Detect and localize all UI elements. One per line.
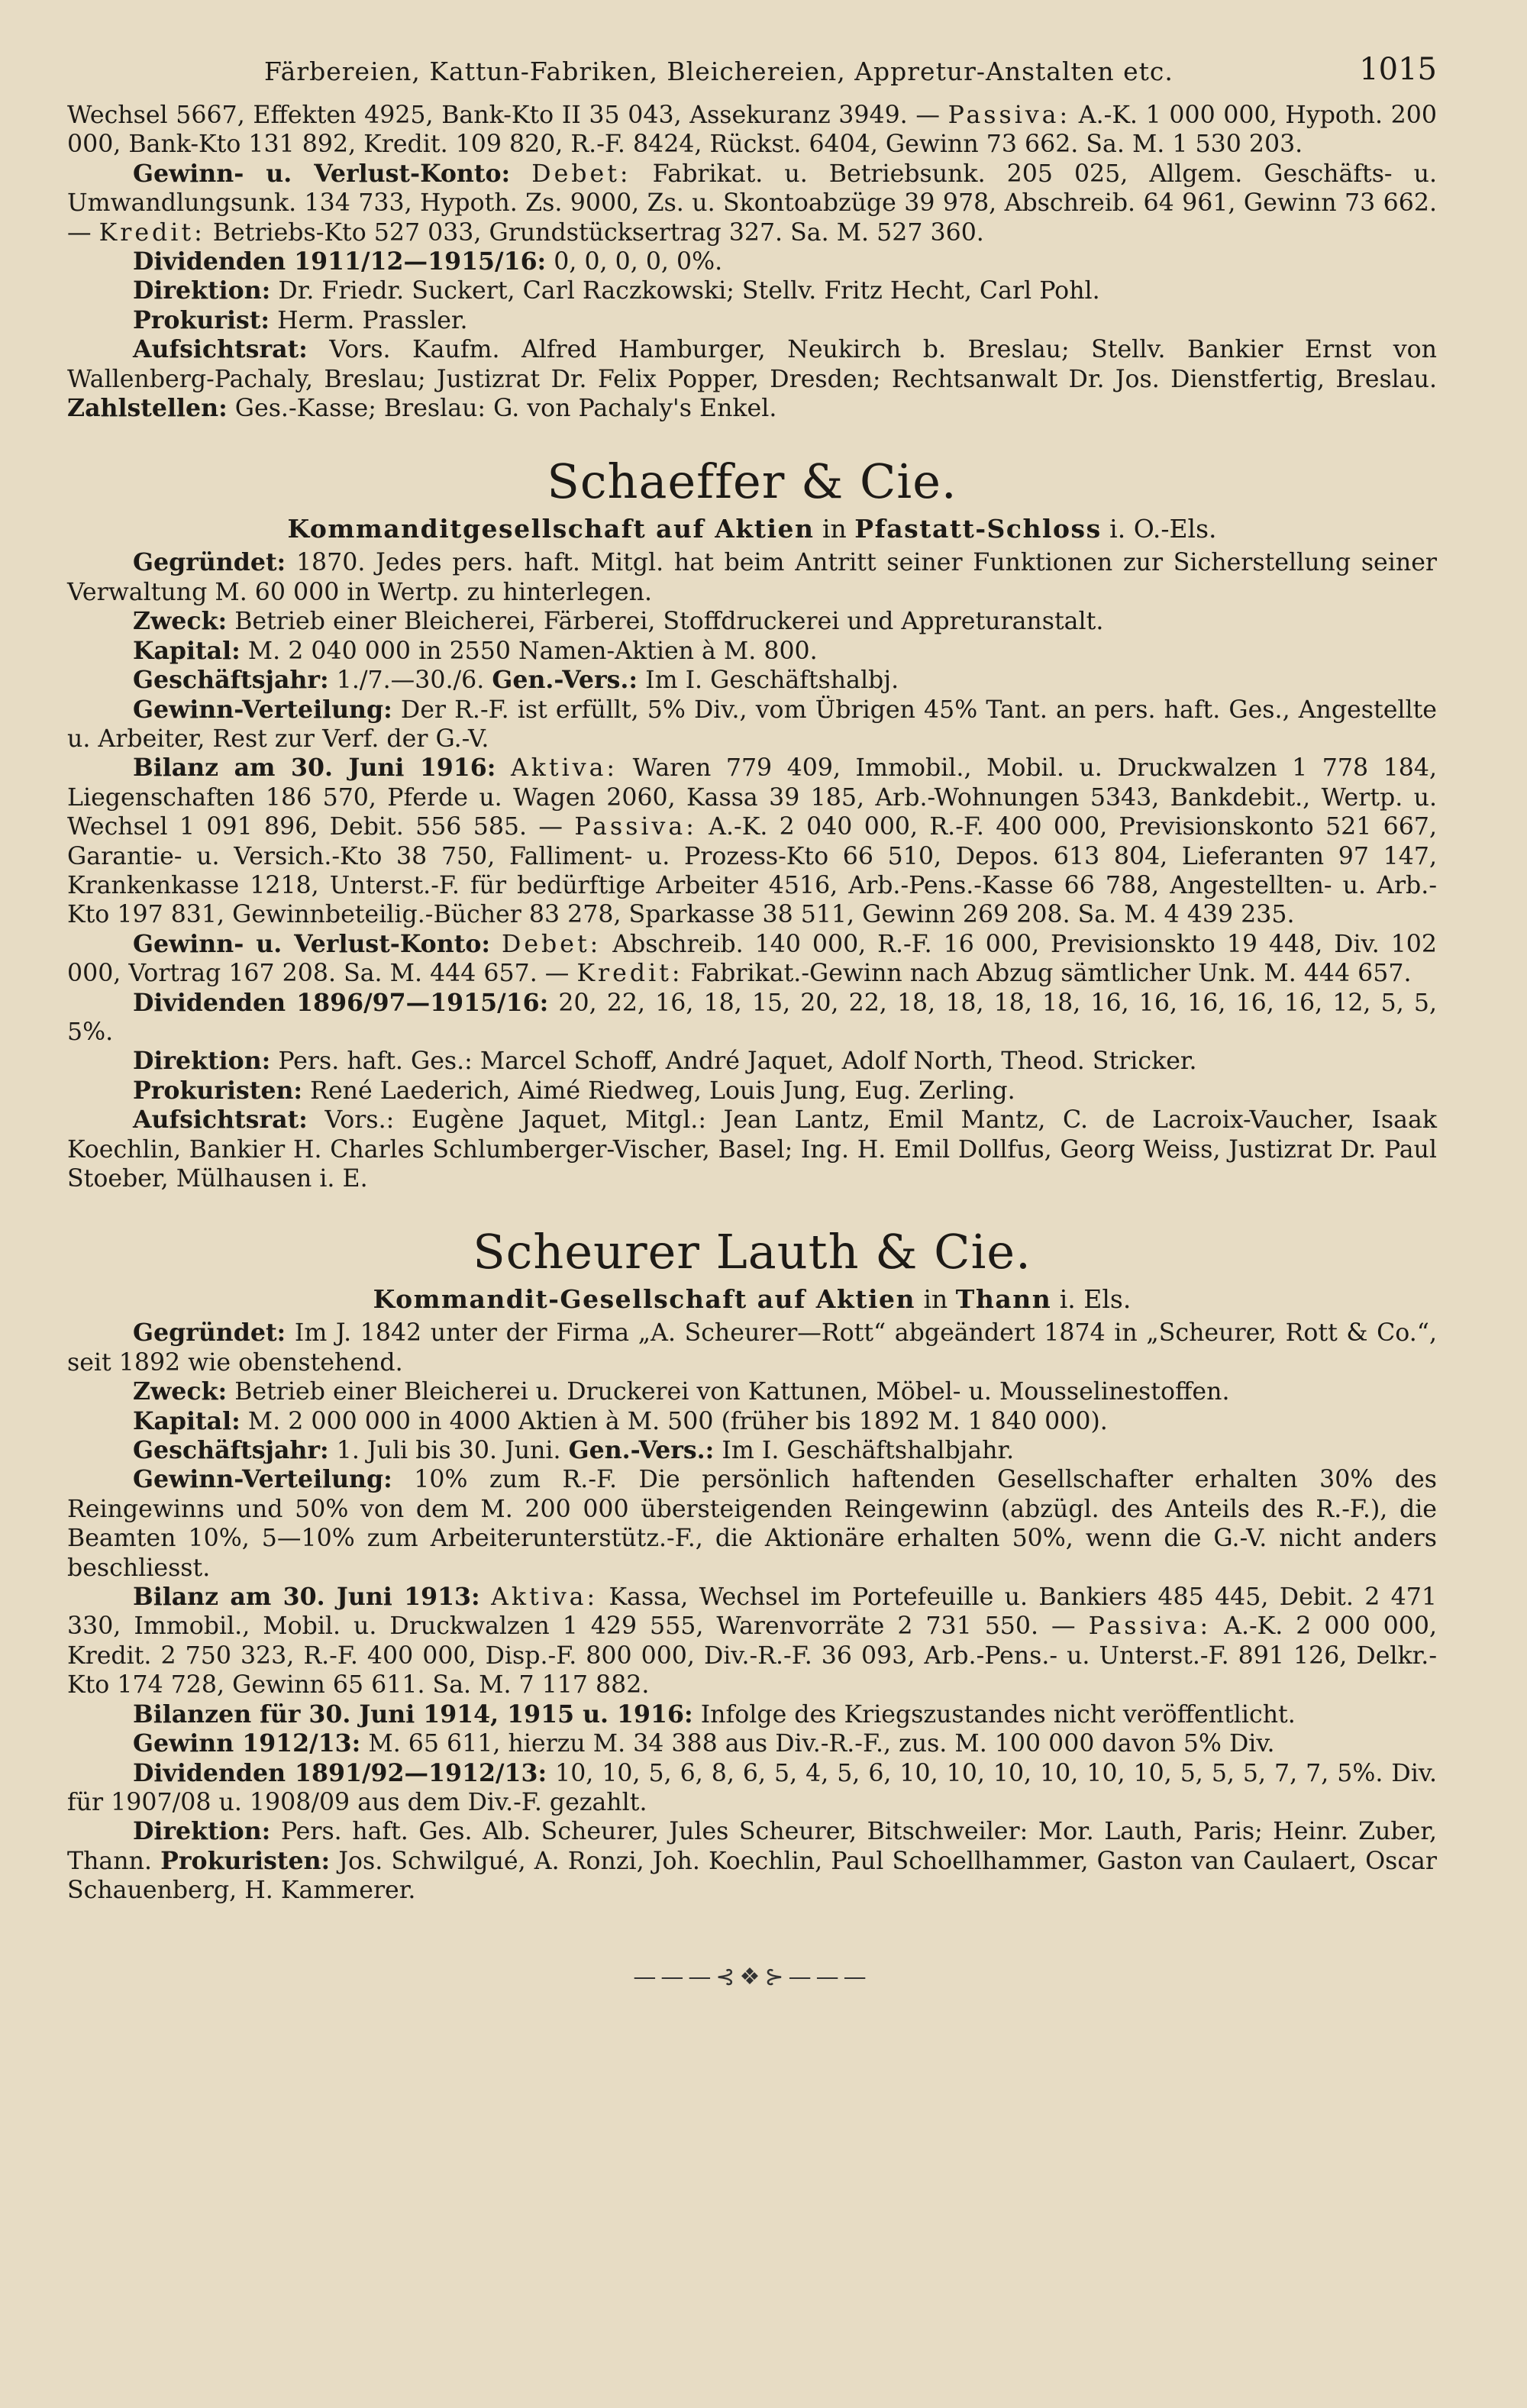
dividends: Dividenden 1911/12—1915/16: 0, 0, 0, 0, 0%. bbox=[133, 247, 723, 276]
management: Direktion: Pers. haft. Ges.: Marcel Schoff, André Jaquet, Adolf North, Theod. Stricker. bbox=[133, 1047, 1197, 1076]
fiscal-year: Geschäftsjahr: 1. Juli bis 30. Juni. Gen.-Vers.: Im I. Geschäftshalbjahr. bbox=[133, 1436, 1015, 1465]
founded: Gegründet: 1870. Jedes pers. haft. Mitgl. hat beim Antritt seiner Funktionen zur Sicherstellung seiner Verwaltung M. 60 000 in Wertp. zu hinterlegen. bbox=[67, 548, 1437, 606]
entry-schaeffer bbox=[67, 454, 1437, 1193]
supervisory-board: Aufsichtsrat: Vors. Kaufm. Alfred Hamburger, Neukirch b. Breslau; Stellv. Bankier Ernst von Wallenberg-Pachaly, Breslau; Justizrat Dr. Felix Popper, Dresden; Rechtsanwalt Dr. Jos. Dienstfertig, Breslau. Zahlstellen: Ges.-Kasse; Breslau: G. von Pachaly's Enkel. bbox=[67, 335, 1437, 423]
fiscal-year: Geschäftsjahr: 1./7.—30./6. Gen.-Vers.: Im I. Geschäftshalbj. bbox=[133, 666, 899, 695]
entry-continuation bbox=[67, 101, 1437, 423]
management: Direktion: Dr. Friedr. Suckert, Carl Raczkowski; Stellv. Fritz Hecht, Carl Pohl. bbox=[133, 276, 1100, 305]
profit: Gewinn 1912/13: M. 65 611, hierzu M. 34 388 aus Div.-R.-F., zus. M. 100 000 davon 5% Div. bbox=[133, 1729, 1275, 1758]
company-name: Schaeffer & Cie. bbox=[547, 454, 957, 510]
authorized-signatory: Prokurist: Herm. Prassler. bbox=[133, 305, 468, 334]
page-number: 1015 bbox=[1359, 52, 1437, 87]
supervisory-board: Aufsichtsrat: Vors.: Eugène Jaquet, Mitgl.: Jean Lantz, Emil Mantz, C. de Lacroix-Vaucher, Isaak Koechlin, Bankier H. Charles Schlumberger-Vischer, Basel; Ing. H. Emil Dollfus, Georg Weiss, Justizrat Dr. Paul Stoeber, Mülhausen i. E. bbox=[67, 1106, 1437, 1193]
balance-sheet: Bilanz am 30. Juni 1913: Aktiva: Kassa, Wechsel im Portefeuille u. Bankiers 485 445, Debit. 2 471 330, Immobil., Mobil. u. Druckwalzen 1 429 555, Warenvorräte 2 731 550. — Passiva: A.-K. 2 000 000, Kredit. 2 750 323, R.-F. 400 000, Disp.-F. 800 000, Div.-R.-F. 36 093, Arb.-Pens.- u. Unterst.-F. 891 126, Delkr.-Kto 174 728, Gewinn 65 611. Sa. M. 7 117 882. bbox=[67, 1583, 1437, 1699]
profit-distribution: Gewinn-Verteilung: 10% zum R.-F. Die persönlich haftenden Gesellschafter erhalten 30% des Reingewinns und 50% von dem M. 200 000 übersteigenden Reingewinn (abzügl. des Anteils des R.-F.), die Beamten 10%, 5—10% zum Arbeiterunterstütz.-F., die Aktionäre erhalten 50%, wenn die G.-V. nicht anders beschliesst. bbox=[67, 1465, 1437, 1582]
fleuron-ornament: ———⊰❖⊱——— bbox=[633, 1963, 871, 1990]
company-name: Scheurer Lauth & Cie. bbox=[473, 1224, 1031, 1280]
capital: Kapital: M. 2 040 000 in 2550 Namen-Aktien à M. 800. bbox=[133, 636, 818, 665]
authorized-signatories: Prokuristen: René Laederich, Aimé Riedweg, Louis Jung, Eug. Zerling. bbox=[133, 1076, 1015, 1105]
balance-sheets-later: Bilanzen für 30. Juni 1914, 1915 u. 1916: Infolge des Kriegszustandes nicht veröffentlicht. bbox=[133, 1699, 1296, 1729]
management: Direktion: Pers. haft. Ges. Alb. Scheurer, Jules Scheurer, Bitschweiler: Mor. Lauth, Paris; Heinr. Zuber, Thann. Prokuristen: Jos. Schwilgué, A. Ronzi, Joh. Koechlin, Paul Schoellhammer, Gaston van Caulaert, Oscar Schauenberg, H. Kammerer. bbox=[67, 1817, 1437, 1905]
dividends: Dividenden 1896/97—1915/16: 20, 22, 16, 18, 15, 20, 22, 18, 18, 18, 18, 16, 16, 16, 16, 16, 12, 5, 5, 5%. bbox=[67, 988, 1437, 1046]
profit-loss-account: Gewinn- u. Verlust-Konto: Debet: Abschreib. 140 000, R.-F. 16 000, Previsionskto 19 448, Div. 102 000, Vortrag 167 208. Sa. M. 444 657. — Kredit: Fabrikat.-Gewinn nach Abzug sämtlicher Unk. M. 444 657. bbox=[67, 929, 1437, 988]
company-subtitle: Kommandit-Gesellschaft auf Aktien in Thann i. Els. bbox=[373, 1284, 1132, 1315]
purpose: Zweck: Betrieb einer Bleicherei u. Druckerei von Kattunen, Möbel- u. Mousselinestoffen. bbox=[133, 1377, 1230, 1406]
balance-sheet: Bilanz am 30. Juni 1916: Aktiva: Waren 779 409, Immobil., Mobil. u. Druckwalzen 1 778 184, Liegenschaften 186 570, Pferde u. Wagen 2060, Kassa 39 185, Arb.-Wohnungen 5343, Bankdebit., Wertp. u. Wechsel 1 091 896, Debit. 556 585. — Passiva: A.-K. 2 040 000, R.-F. 400 000, Previsionskonto 521 667, Garantie- u. Versich.-Kto 38 750, Falliment- u. Prozess-Kto 66 510, Depos. 613 804, Lieferanten 97 147, Krankenkasse 1218, Unterst.-F. für bedürftige Arbeiter 4516, Arb.-Pens.-Kasse 66 788, Angestellten- u. Arb.-Kto 197 831, Gewinnbeteilig.-Bücher 83 278, Sparkasse 38 511, Gewinn 269 208. Sa. M. 4 439 235. bbox=[67, 754, 1437, 929]
founded: Gegründet: Im J. 1842 unter der Firma „A. Scheurer—Rott“ abgeändert 1874 in „Scheurer, Rott & Co.“, seit 1892 wie obenstehend. bbox=[67, 1319, 1437, 1377]
profit-loss-account: Gewinn- u. Verlust-Konto: Debet: Fabrikat. u. Betriebsunk. 205 025, Allgem. Geschäfts- u. Umwandlungsunk. 134 733, Hypoth. Zs. 9000, Zs. u. Skontoabzüge 39 978, Abschreib. 64 961, Gewinn 73 662. — Kredit: Betriebs-Kto 527 033, Grundstücksertrag 327. Sa. M. 527 360. bbox=[67, 159, 1438, 247]
purpose: Zweck: Betrieb einer Bleicherei, Färberei, Stoffdruckerei und Appreturanstalt. bbox=[133, 607, 1104, 636]
profit-distribution: Gewinn-Verteilung: Der R.-F. ist erfüllt, 5% Div., vom Übrigen 45% Tant. an pers. haft. Ges., Angestellte u. Arbeiter, Rest zur Verf. der G.-V. bbox=[67, 695, 1437, 753]
balance-continuation: Wechsel 5667, Effekten 4925, Bank-Kto II 35 043, Assekuranz 3949. — Passiva: A.-K. 1 000 000, Hypoth. 200 000, Bank-Kto 131 892, Kredit. 109 820, R.-F. 8424, Rückst. 6404, Gewinn 73 662. Sa. M. 1 530 203. bbox=[67, 102, 1437, 159]
entry-scheurer-lauth bbox=[67, 1224, 1437, 1905]
company-subtitle: Kommanditgesellschaft auf Aktien in Pfastatt-Schloss i. O.-Els. bbox=[287, 514, 1217, 544]
running-header bbox=[67, 47, 1437, 101]
capital: Kapital: M. 2 000 000 in 4000 Aktien à M. 500 (früher bis 1892 M. 1 840 000). bbox=[133, 1406, 1108, 1435]
dividends: Dividenden 1891/92—1912/13: 10, 10, 5, 6, 8, 6, 5, 4, 5, 6, 10, 10, 10, 10, 10, 10, 5, 5, 5, 7, 7, 5%. Div. für 1907/08 u. 1908/09 aus dem Div.-F. gezahlt. bbox=[67, 1758, 1437, 1816]
running-title: Färbereien, Kattun-Fabriken, Bleichereien, Appretur-Anstalten etc. bbox=[264, 56, 1173, 86]
